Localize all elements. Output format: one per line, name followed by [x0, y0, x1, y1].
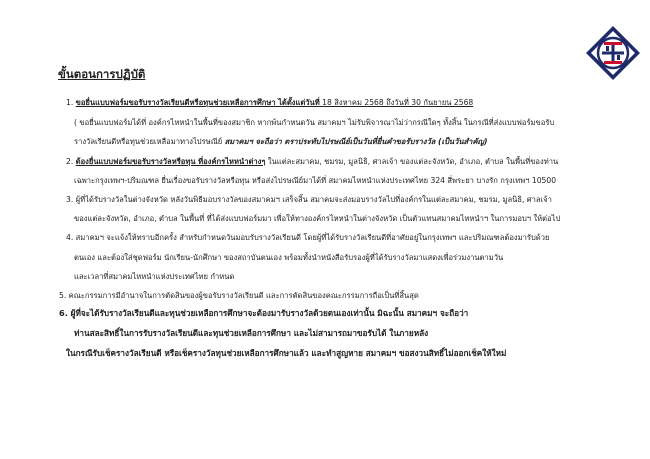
item-2-line-2: เฉพาะกรุงเทพฯ-ปริมณฑล ยื่นเรื่องขอรับรางวัลหรือทุน หรือส่งไปรษณีย์มาได้ที่ สมาคมไหหนำแห่งประเทศไทย 324 สี่พระยา บางรัก กรุงเทพฯ 10500	[74, 176, 557, 185]
item-6-line-3: ในกรณีรับเช็ครางวัลเรียนดี หรือเช็ครางวัลทุนช่วยเหลือการศึกษาแล้ว และทำสูญหาย สมาคมฯ ขอสงวนสิทธิ์ไม่ออกเช็คให้ใหม่	[66, 348, 507, 358]
item-5-line-1: 5. คณะกรรมการมีอำนาจในการตัดสินของผู้ขอรับรางวัลเรียนดี และการตัดสินของคณะกรรมการถือเป็นที่สิ้นสุด	[59, 291, 419, 300]
item-4-line-2: ตนเอง และต้องใส่ชุดฟอร์ม นักเรียน-นักศึกษา ของสถาบันตนเอง พร้อมทั้งนำหนังสือรับรองผู้ที่ได้รับรางวัลมาแสดงเพื่อร่วมงานตามวัน	[74, 253, 504, 262]
item-4-line-3: และเวลาที่สมาคมไหหนำแห่งประเทศไทย กำหนด	[74, 272, 235, 281]
item-2-line-1: 2. ต้องยื่นแบบฟอร์มขอรับรางวัลหรือทุน ที่องค์กรไหหนำต่างๆ ในแต่ละสมาคม, ชมรม, มูลนิธิ, ศาลเจ้า ของแต่ละจังหวัด, อำเภอ, ตำบล ในพื้นที่ของท่าน	[66, 157, 559, 166]
item-1-line-1: 1. ขอยื่นแบบฟอร์มขอรับรางวัลเรียนดีหรือทุนช่วยเหลือการศึกษา ได้ตั้งแต่วันที่ 18 สิงหาคม 2568 ถึงวันที่ 30 กันยายน 2568	[66, 98, 474, 107]
item-4-line-1: 4. สมาคมฯ จะแจ้งให้ทราบอีกครั้ง สำหรับกำหนดวันมอบรับรางวัลเรียนดี โดยผู้ที่ได้รับรางวัลเรียนดีที่อาศัยอยู่ในกรุงเทพฯ และปริมณฑลต้องมารับด้วย	[66, 233, 550, 242]
item-3-line-2: ของแต่ละจังหวัด, อำเภอ, ตำบล ในพื้นที่ ที่ได้ส่งแบบฟอร์มมา เพื่อให้ทางองค์กรไหหนำในต่างจังหวัด เป็นตัวแทนสมาคมไหหนำฯ ในการมอบฯ ให้ต่อไป	[74, 214, 561, 223]
page-title: ขั้นตอนการปฏิบัติ	[58, 67, 146, 81]
item-1-link[interactable]: ขอยื่นแบบฟอร์มขอรับรางวัลเรียนดีหรือทุนช่วยเหลือการศึกษา	[75, 98, 276, 107]
item-6-line-1: 6. ผู้ที่จะได้รับรางวัลเรียนดีและทุนช่วยเหลือการศึกษาจะต้องมารับรางวัลด้วยตนเองเท่านั้น มิฉะนั้น สมาคมฯ จะถือว่า	[59, 308, 469, 318]
item-1-note-line-2: รางวัลเรียนดีหรือทุนช่วยเหลือมาทางไปรษณีย์ สมาคมฯ จะถือว่า ตราประทับไปรษณีย์เป็นวันที่ยื่นคำขอรับรางวัล (เป็นวันสำคัญ)	[74, 137, 488, 146]
item-3-line-1: 3. ผู้ที่ได้รับรางวัลในต่างจังหวัด หลังวันพิธีมอบรางวัลของสมาคมฯ เสร็จสิ้น สมาคมจะส่งมอบรางวัลไปที่องค์กรในแต่ละสมาคม, ชมรม, มูลนิธิ, ศาลเจ้า	[66, 195, 552, 204]
item-6-line-2: ท่านสละสิทธิ์ในการรับรางวัลเรียนดีและทุนช่วยเหลือการศึกษา และไม่สามารถมาขอรับได้ ในภายหลัง	[74, 328, 429, 338]
item-2-link[interactable]: ต้องยื่นแบบฟอร์มขอรับรางวัลหรือทุน ที่องค์กรไหหนำต่างๆ	[75, 157, 266, 166]
item-1-note-line-1: ( ขอยื่นแบบฟอร์มได้ที่ องค์กรไหหนำในพื้นที่ของสมาชิก หากพ้นกำหนดวัน สมาคมฯ ไม่รับพิจารณาไม่ว่ากรณีใดๆ ทั้งสิ้น ในกรณีที่ส่งแบบฟอร์มขอรับ	[74, 118, 555, 127]
association-logo	[585, 25, 641, 81]
